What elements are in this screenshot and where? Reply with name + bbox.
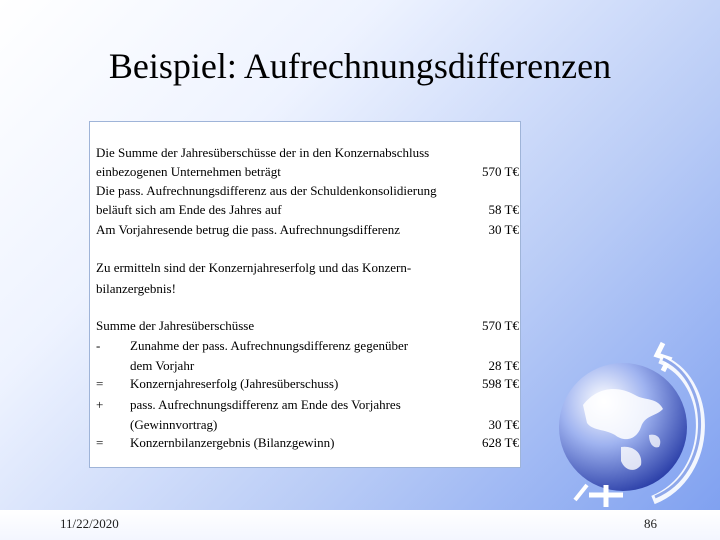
- row-text: Zunahme der pass. Aufrechnungsdifferenz gegenüber: [130, 338, 409, 353]
- row-text: beläuft sich am Ende des Jahres auf: [96, 202, 282, 217]
- row-amount: 28 T€: [488, 358, 519, 373]
- row-amount: 598 T€: [482, 376, 519, 391]
- row-amount: 570 T€: [482, 318, 519, 333]
- row-amount: 58 T€: [488, 202, 519, 217]
- table-row: [96, 162, 519, 182]
- row-operator: -: [96, 338, 101, 353]
- row-text: Am Vorjahresende betrug die pass. Aufrechnungsdifferenz: [96, 222, 400, 237]
- table-row: [96, 395, 519, 415]
- row-text: Zu ermitteln sind der Konzernjahreserfolg und das Konzern-: [96, 260, 412, 275]
- example-table: [89, 121, 521, 468]
- table-row: [96, 316, 519, 336]
- row-text: einbezogenen Unternehmen beträgt: [96, 164, 281, 179]
- row-text: (Gewinnvortrag): [130, 417, 218, 432]
- table-row: [96, 143, 519, 163]
- row-amount: 570 T€: [482, 164, 519, 179]
- row-text: Die pass. Aufrechnungsdifferenz aus der Schuldenkonsolidierung: [96, 183, 437, 198]
- row-operator: =: [96, 435, 104, 450]
- page-number: 86: [644, 516, 657, 531]
- row-text: pass. Aufrechnungsdifferenz am Ende des Vorjahres: [130, 397, 401, 412]
- table-row: [96, 433, 519, 453]
- table-row: [96, 336, 519, 356]
- slide-date: 11/22/2020: [60, 516, 119, 531]
- row-amount: 30 T€: [488, 222, 519, 237]
- row-text: Konzernbilanzergebnis (Bilanzgewinn): [130, 435, 335, 450]
- row-text: Die Summe der Jahresüberschüsse der in den Konzernabschluss: [96, 145, 430, 160]
- row-text: Konzernjahreserfolg (Jahresüberschuss): [130, 376, 339, 391]
- table-row: [96, 200, 519, 220]
- table-row: [96, 220, 519, 240]
- row-amount: 30 T€: [488, 417, 519, 432]
- globe-icon: [545, 335, 710, 515]
- row-operator: =: [96, 376, 104, 391]
- slide-title: Beispiel: Aufrechnungsdifferenzen: [108, 46, 612, 86]
- row-amount: 628 T€: [482, 435, 519, 450]
- table-row: [96, 415, 519, 435]
- table-row: [96, 279, 519, 299]
- table-row: [96, 258, 519, 278]
- row-text: dem Vorjahr: [130, 358, 195, 373]
- row-text: Summe der Jahresüberschüsse: [96, 318, 255, 333]
- table-row: [96, 374, 519, 394]
- table-row: [96, 356, 519, 376]
- table-row: [96, 181, 519, 201]
- row-text: bilanzergebnis!: [96, 281, 176, 296]
- row-operator: +: [96, 397, 104, 412]
